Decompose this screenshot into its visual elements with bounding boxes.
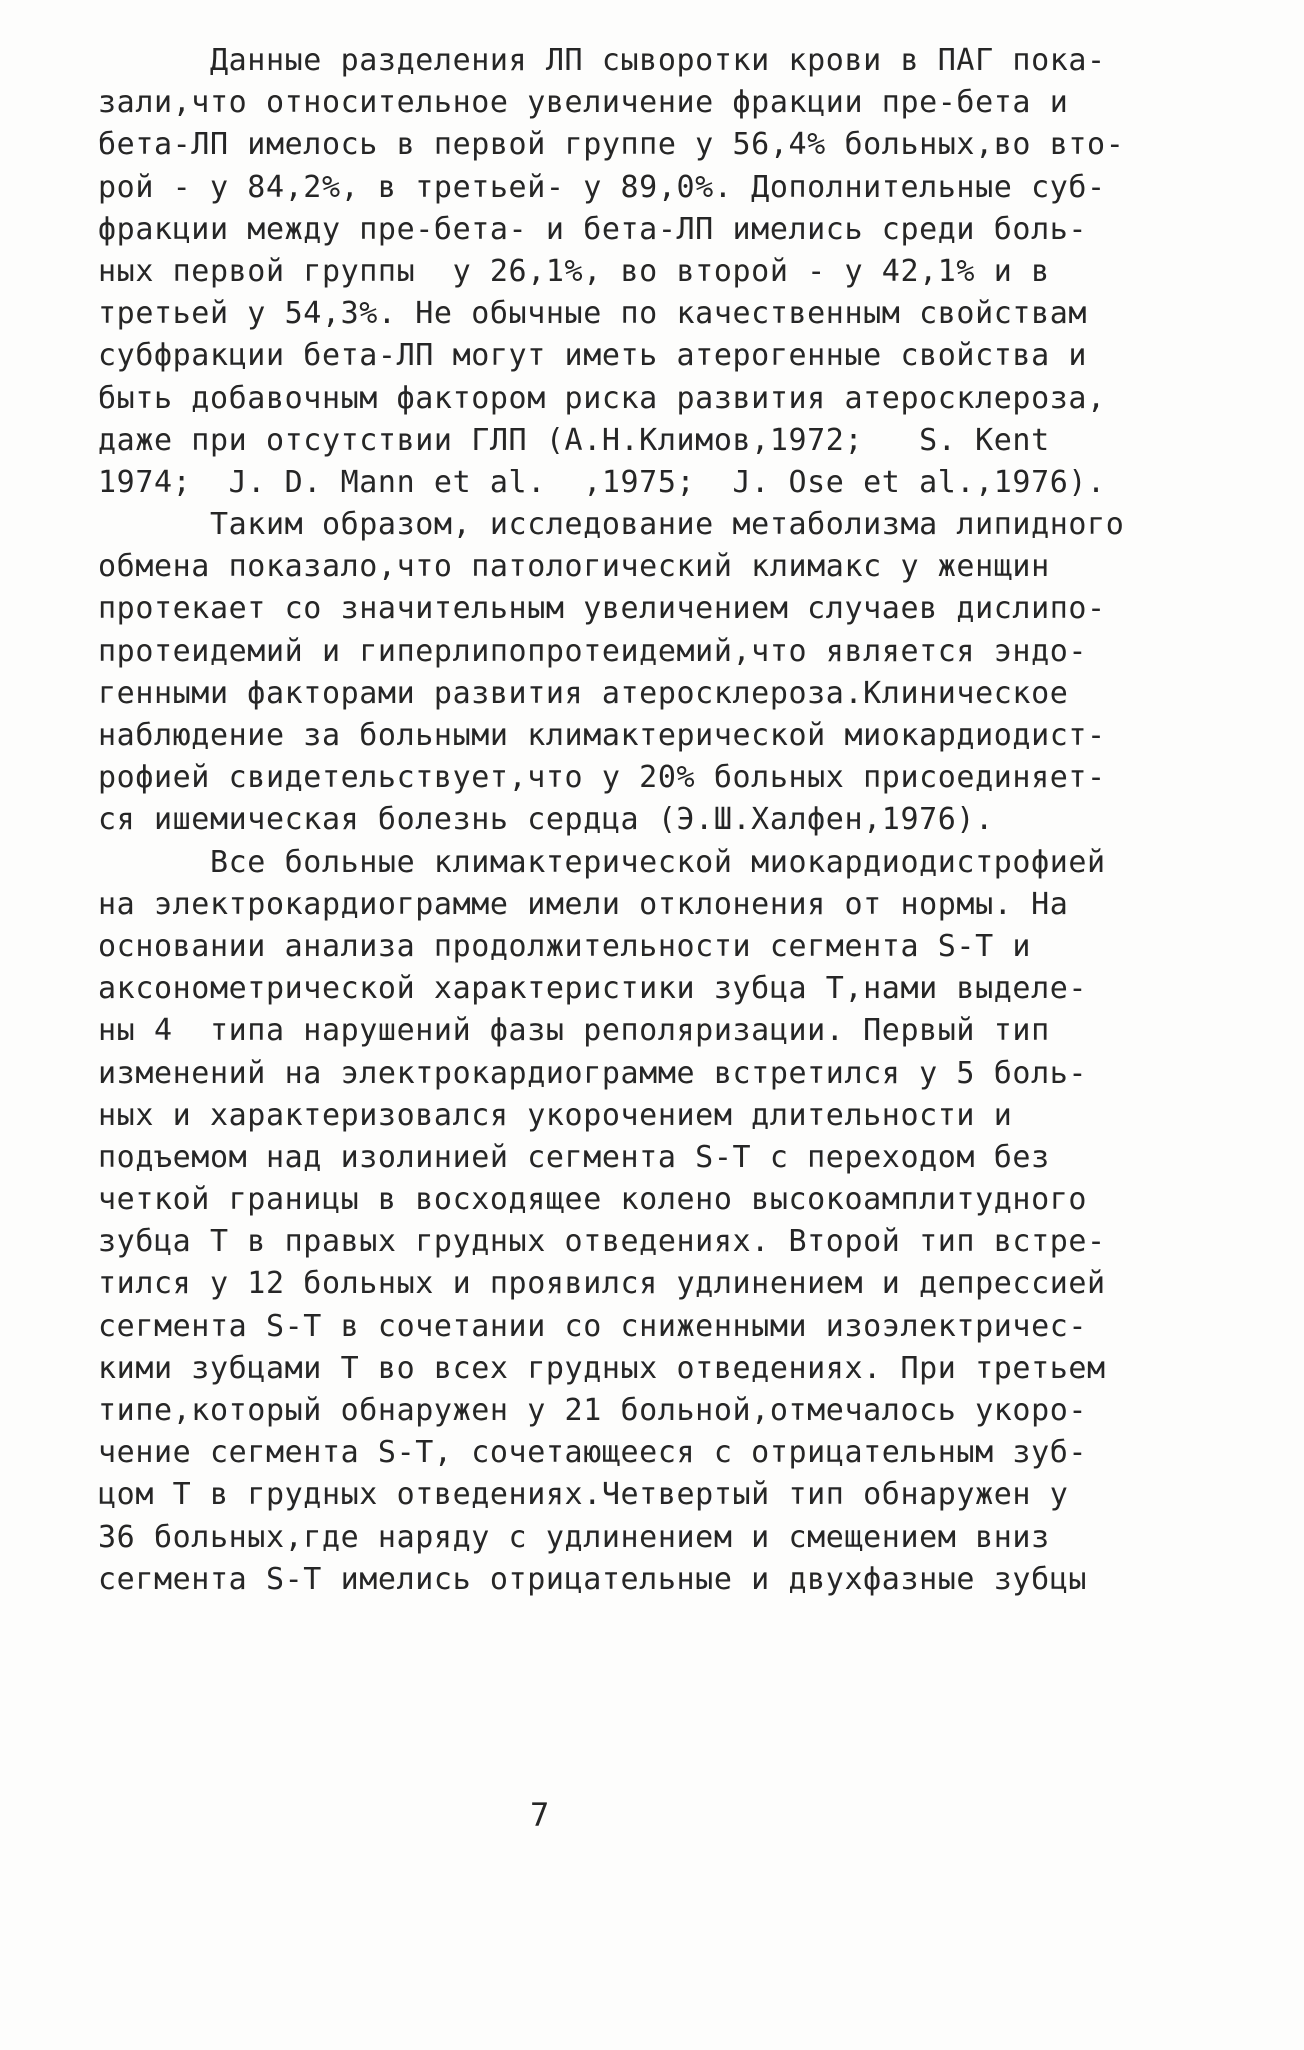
text-line: сегмента S-T имелись отрицательные и двухфазные зубцы — [98, 1561, 1088, 1597]
text-line: тился у 12 больных и проявился удлинением и депрессией — [98, 1266, 1106, 1302]
text-line: ных первой группы у 26,1%, во второй - у 42,1% и в — [98, 253, 1050, 289]
text-line: подъемом над изолинией сегмента S-T с переходом без — [98, 1139, 1050, 1175]
text-line: ся ишемическая болезнь сердца (Э.Ш.Халфен,1976). — [98, 802, 994, 838]
text-line: бета-ЛП имелось в первой группе у 56,4% больных,во вто- — [98, 127, 1125, 163]
text-line: 36 больных,где наряду с удлинением и смещением вниз — [98, 1519, 1050, 1555]
page-number: 7 — [530, 1796, 550, 1834]
text-line: генными факторами развития атеросклероза.Клиническое — [98, 675, 1069, 711]
text-line: кими зубцами Т во всех грудных отведениях. При третьем — [98, 1350, 1106, 1386]
text-line: основании анализа продолжительности сегмента S-T и — [98, 928, 1032, 964]
text-line: третьей у 54,3%. Не обычные по качественным свойствам — [98, 296, 1088, 332]
text-line: даже при отсутствии ГЛП (А.Н.Климов,1972; S. Kent — [98, 422, 1050, 458]
text-line: рой - у 84,2%, в третьей- у 89,0%. Дополнительные суб- — [98, 169, 1106, 205]
text-line: 1974; J. D. Mann et al. ,1975; J. Ose et al.,1976). — [98, 464, 1106, 500]
text-line: протекает со значительным увеличением случаев дислипо- — [98, 591, 1106, 627]
text-line: аксонометрической характеристики зубца Т,нами выделе- — [98, 971, 1088, 1007]
text-line: четкой границы в восходящее колено высокоамплитудного — [98, 1182, 1088, 1218]
text-line: ны 4 типа нарушений фазы реполяризации. Первый тип — [98, 1013, 1050, 1049]
text-line: сегмента S-T в сочетании со сниженными изоэлектричес- — [98, 1308, 1088, 1344]
text-line: Все больные климактерической миокардиодистрофией — [98, 844, 1106, 880]
text-line: ных и характеризовался укорочением длительности и — [98, 1097, 1013, 1133]
text-line: быть добавочным фактором риска развития атеросклероза, — [98, 380, 1106, 416]
text-line: протеидемий и гиперлипопротеидемий,что является эндо- — [98, 633, 1088, 669]
text-line: цом Т в грудных отведениях.Четвертый тип обнаружен у — [98, 1477, 1069, 1513]
text-line: фракции между пре-бета- и бета-ЛП имелись среди боль- — [98, 211, 1088, 247]
text-line: зали,что относительное увеличение фракции пре-бета и — [98, 85, 1069, 121]
text-line: обмена показало,что патологический климакс у женщин — [98, 549, 1050, 585]
body-text — [98, 40, 1228, 1601]
text-line: чение сегмента S-T, сочетающееся с отрицательным зуб- — [98, 1435, 1088, 1471]
text-line: зубца Т в правых грудных отведениях. Второй тип встре- — [98, 1224, 1106, 1260]
text-line: Таким образом, исследование метаболизма липидного — [98, 507, 1125, 543]
text-line: субфракции бета-ЛП могут иметь атерогенные свойства и — [98, 338, 1088, 374]
text-line: на электрокардиограмме имели отклонения от нормы. На — [98, 886, 1069, 922]
text-line: типе,который обнаружен у 21 больной,отмечалось укоро- — [98, 1393, 1088, 1428]
text-line: наблюдение за больными климактерической миокардиодист- — [98, 718, 1106, 753]
text-line: изменений на электрокардиограмме встретился у 5 боль- — [98, 1055, 1088, 1091]
text-line: Данные разделения ЛП сыворотки крови в ПАГ пока- — [98, 43, 1106, 78]
text-line: рофией свидетельствует,что у 20% больных присоединяет- — [98, 760, 1106, 796]
